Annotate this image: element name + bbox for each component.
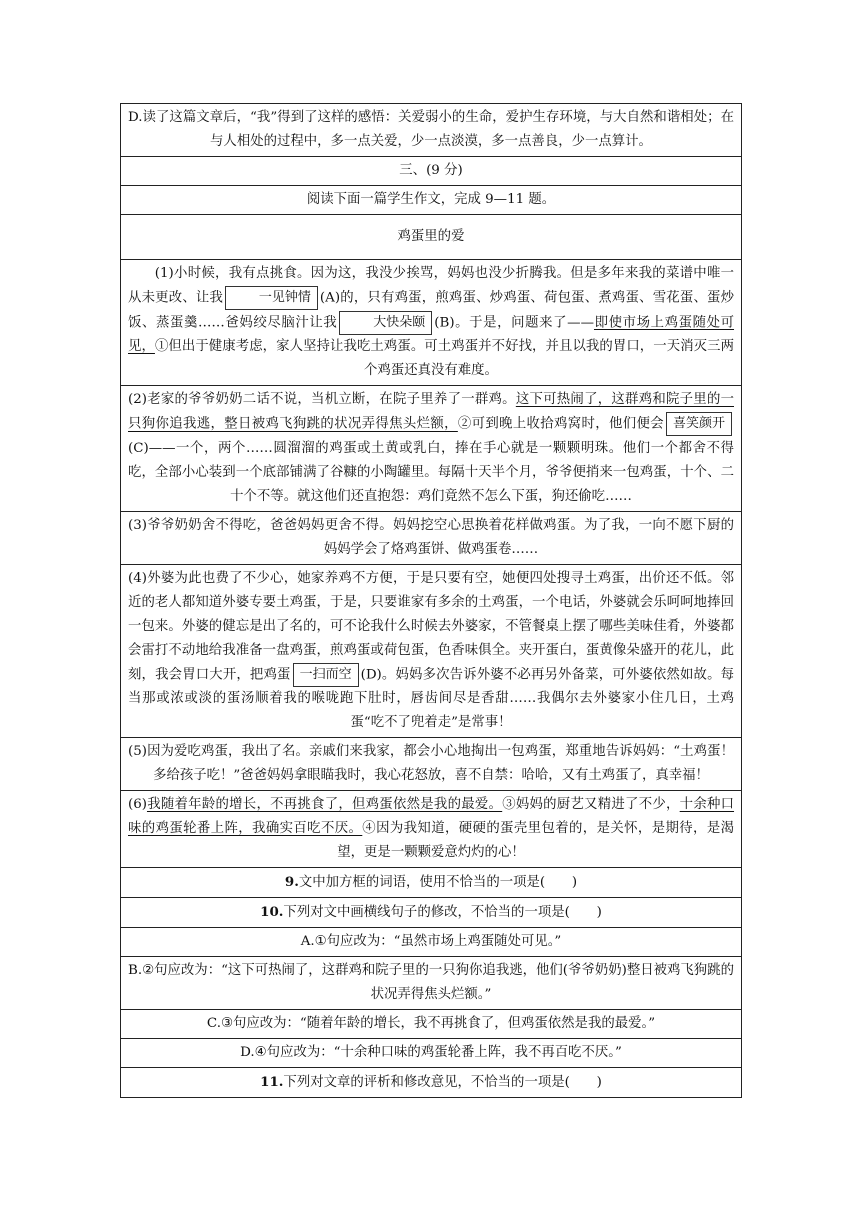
section-heading-cell [121, 157, 742, 186]
option-10b: B.②句应改为：“这下可热闹了，这群鸡和院子里的一只狗你追我逃，他们(爷爷奶奶)整日被鸡飞狗跳的状况弄得焦头烂额。” [128, 963, 734, 1002]
p6-text-a: (6) [128, 797, 147, 812]
p2-text-c: (C)——一个，两个……圆溜溜的鸡蛋或土黄或乳白，捧在手心就是一颗颗明珠。他们一个都舍不得吃，全部小心装到一个底部铺满了谷糠的小陶罐里。每隔十天半个月，爷爷便捎来一包鸡蛋，十个、二十个不等。就这他们还直抱怨：鸡们竟然不怎么下蛋，狗还偷吃…… [128, 440, 734, 504]
option-10a: A.①句应改为：“虽然市场上鸡蛋随处可见。” [300, 934, 562, 949]
section-heading: 三、(9 分) [399, 163, 463, 178]
paragraph-3 [121, 511, 742, 564]
table-row [121, 157, 742, 186]
p4-text-b: (D)。妈妈多次告诉外婆不必再另外备菜，可外婆依然如故。每当那或浓或淡的蛋汤顺着我的喉咙跑下肚时，唇齿间尽是香甜……我偶尔去外婆家小住几日，土鸡蛋“吃不了兜着走”是常事！ [128, 667, 735, 730]
table-row [121, 386, 742, 512]
option-10a-cell [121, 928, 742, 957]
table-row [121, 898, 742, 928]
option-10c-cell [121, 1010, 742, 1039]
question-number: 10. [260, 904, 284, 920]
p4-text-a: (4)外婆为此也费了不少心，她家养鸡不方便，于是只要有空，她便四处搜寻土鸡蛋，出价还不低。邻近的老人都知道外婆专要土鸡蛋，于是，只要谁家有多余的土鸡蛋，一个电话，外婆就会乐呵呵地捧回一包来。外婆的健忘是出了名的，可不论我什么时候去外婆家，不管餐桌上摆了哪些美味佳肴，外婆都会雷打不动地给我准备一盘鸡蛋，煎鸡蛋或荷包蛋，色香味俱全。夹开蛋白，蛋黄像朵盛开的花儿，此刻，我会胃口大开，把鸡蛋 [128, 570, 734, 682]
table-row [121, 1068, 742, 1098]
option-d-text: D.读了这篇文章后，“我”得到了这样的感悟：关爱弱小的生命，爱护生存环境，与大自然和谐相处；在与人相处的过程中，多一点关爱，少一点淡漠，多一点善良，少一点算计。 [128, 110, 734, 149]
option-d-cell [121, 104, 742, 157]
underlined-sentence-1: 即使市场上鸡蛋随处可见， [128, 315, 735, 354]
p6-text-b: ③妈妈的厨艺又精进了不少， [502, 797, 680, 812]
question-number: 9. [284, 874, 299, 890]
table-row [121, 215, 742, 260]
p6-text-c: ④因为我知道，硬硬的蛋壳里包着的，是关怀，是期待，是渴望，更是一颗颗爱意灼灼的心！ [337, 821, 735, 860]
question-9: 9.文中加方框的词语，使用不恰当的一项是( ) [284, 874, 578, 890]
boxed-word-a: 一见钟情 [225, 286, 318, 310]
paragraph-2 [121, 386, 742, 512]
question-11: 11.下列对文章的评析和修改意见，不恰当的一项是( ) [260, 1074, 602, 1090]
table-row [121, 1010, 742, 1039]
table-row [121, 511, 742, 564]
underlined-sentence-3: 我随着年龄的增长，不再挑食了，但鸡蛋依然是我的最爱。 [146, 797, 503, 812]
question-9-cell [121, 868, 742, 898]
question-10: 10.下列对文中画横线句子的修改，不恰当的一项是( ) [260, 904, 602, 920]
exam-table [120, 103, 742, 1098]
table-row [121, 928, 742, 957]
table-row [121, 564, 742, 738]
boxed-word-b: 大快朵颐 [339, 311, 432, 335]
option-10d-cell [121, 1039, 742, 1068]
table-row [121, 1039, 742, 1068]
paragraph-6 [121, 791, 742, 868]
table-row [121, 260, 742, 386]
p3-text: (3)爷爷奶奶舍不得吃，爸爸妈妈更舍不得。妈妈挖空心思换着花样做鸡蛋。为了我，一向不愿下厨的妈妈学会了烙鸡蛋饼、做鸡蛋卷…… [128, 517, 734, 557]
p1-text-a: (1)小时候，我有点挑食。因为这，我没少挨骂，妈妈也没少折腾我。但是多年来我的菜谱中唯一从未更改、让我 [128, 266, 734, 306]
table-row [121, 868, 742, 898]
underlined-sentence-2: 这下可热闹了，这群鸡和院子里的一只狗你追我逃，整日被鸡飞狗跳的状况弄得焦头烂额， [128, 392, 734, 432]
essay-title-cell [121, 215, 742, 260]
table-row [121, 186, 742, 215]
question-10-cell [121, 898, 742, 928]
underlined-sentence-4: 十余种口味的鸡蛋轮番上阵，我确实百吃不厌。 [128, 797, 735, 836]
option-10d: D.④句应改为：“十余种口味的鸡蛋轮番上阵，我不再百吃不厌。” [240, 1045, 622, 1060]
p1-text-c: (B)。于是，问题来了—— [434, 315, 594, 330]
table-row [121, 104, 742, 157]
p1-text-d: ①但出于健康考虑，家人坚持让我吃土鸡蛋。可土鸡蛋并不好找，并且以我的胃口，一天消灭三两个鸡蛋还真没有难度。 [154, 339, 734, 378]
question-number: 11. [260, 1074, 284, 1090]
table-row [121, 791, 742, 868]
option-10b-cell [121, 957, 742, 1010]
essay-title: 鸡蛋里的爱 [397, 229, 465, 244]
question-11-cell [121, 1068, 742, 1098]
table-row [121, 738, 742, 791]
boxed-word-c: 喜笑颜开 [666, 412, 732, 436]
p5-text: (5)因为爱吃鸡蛋，我出了名。亲戚们来我家，都会小心地掏出一包鸡蛋，郑重地告诉妈妈：“土鸡蛋！多给孩子吃！”爸爸妈妈拿眼瞄我时，我心花怒放，喜不自禁：哈哈，又有土鸡蛋了，真幸福！ [128, 744, 734, 783]
p2-text-b: ②可到晚上收拾鸡窝时，他们便会 [457, 416, 664, 432]
instruction-cell [121, 186, 742, 215]
paragraph-4 [121, 564, 742, 738]
p1-text-b: (A)的，只有鸡蛋，煎鸡蛋、炒鸡蛋、荷包蛋、煮鸡蛋、雪花蛋、蛋炒饭、蒸蛋羹……爸妈绞尽脑汁让我 [128, 290, 735, 330]
option-10c: C.③句应改为：“随着年龄的增长，我不再挑食了，但鸡蛋依然是我的最爱。” [206, 1016, 656, 1031]
paragraph-1 [121, 260, 742, 386]
paragraph-5 [121, 738, 742, 791]
p2-text-a: (2)老家的爷爷奶奶二话不说，当机立断，在院子里养了一群鸡。 [128, 392, 516, 407]
reading-instruction: 阅读下面一篇学生作文，完成 9—11 题。 [306, 192, 556, 207]
table-row [121, 957, 742, 1010]
boxed-word-d: 一扫而空 [293, 663, 359, 687]
